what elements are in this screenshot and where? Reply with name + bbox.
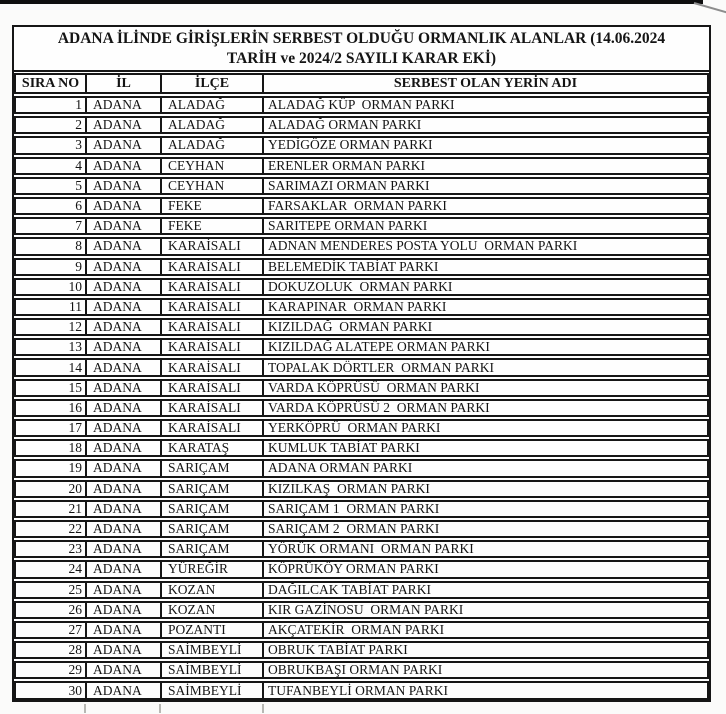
cell-ilce: SAİMBEYLİ [162,643,264,657]
table-row [14,399,709,417]
title-line-1: ADANA İLİNDE GİRİŞLERİN SERBEST OLDUĞU ORMANLIK ALANLAR (14.06.2024 [57,30,666,47]
cell-ilce: ALADAĞ [162,98,264,112]
cell-sira-no: 19 [16,461,87,475]
table-row [14,318,709,336]
table-header-row [14,73,709,94]
cell-sira-no: 20 [16,482,87,496]
cell-sira-no: 25 [16,583,87,597]
cell-il: ADANA [87,98,162,112]
table-row [14,197,709,215]
cell-il: ADANA [87,583,162,597]
cell-sira-no: 17 [16,421,87,435]
cell-yer-adi: KIR GAZİNOSU ORMAN PARKI [268,602,464,617]
cell-ilce: SAİMBEYLİ [162,663,264,677]
table-row [14,136,709,154]
scan-corner-line-artifact [694,2,726,14]
cell-yer-adi: SARIMAZI ORMAN PARKI [268,178,430,193]
table-row [14,641,709,659]
cell-yer-adi: DOKUZOLUK ORMAN PARKI [268,279,453,294]
cell-ilce: KARAİSALI [162,340,264,354]
cell-sira-no: 30 [16,683,87,697]
table-row [14,621,709,639]
cell-yer-adi: KIZILDAĞ ALATEPE ORMAN PARKI [268,340,490,355]
cell-il: ADANA [87,482,162,496]
cell-yer-adi: FARSAKLAR ORMAN PARKI [268,198,447,214]
table-row [14,459,709,477]
table-row [14,96,709,114]
cell-il: ADANA [87,663,162,677]
cell-sira-no: 13 [16,340,87,354]
cell-ilce: KARAİSALI [162,300,264,314]
cell-il: ADANA [87,118,162,132]
cell-ilce: SARIÇAM [162,502,264,516]
cell-il: ADANA [87,683,162,697]
cell-yer-adi: KIZILKAŞ ORMAN PARKI [268,481,430,496]
table-row [14,237,709,255]
cell-yer-adi: YEDİGÖZE ORMAN PARKI [268,138,433,153]
cell-yer-adi: ALADAĞ ORMAN PARKI [268,118,422,133]
table-row [14,217,709,235]
cell-yer-adi: YÖRÜK ORMANI ORMAN PARKI [268,542,474,557]
cell-ilce: KARAİSALI [162,381,264,395]
cell-yer-adi: ALADAĞ KÜP ORMAN PARKI [268,98,455,113]
scan-bottom-column-stub [159,704,161,713]
cell-ilce: KARAİSALI [162,421,264,435]
cell-sira-no: 15 [16,381,87,395]
cell-yer-adi: ADNAN MENDERES POSTA YOLU ORMAN PARKI [268,239,578,254]
cell-sira-no: 16 [16,401,87,415]
header-cell-ilce: İLÇE [162,75,264,92]
cell-il: ADANA [87,138,162,152]
cell-sira-no: 14 [16,360,87,374]
cell-il: ADANA [87,320,162,334]
cell-ilce: SARIÇAM [162,522,264,536]
header-cell-sira-no: SIRA NO [16,75,87,92]
table-row [14,177,709,195]
cell-yer-adi: KÖPRÜKÖY ORMAN PARKI [268,562,439,577]
cell-sira-no: 8 [16,239,87,253]
cell-ilce: KARATAŞ [162,441,264,455]
cell-ilce: ALADAĞ [162,118,264,132]
cell-yer-adi: KUMLUK TABİAT PARKI [268,441,420,456]
cell-yer-adi: ADANA ORMAN PARKI [268,461,413,476]
cell-yer-adi: KARAPINAR ORMAN PARKI [268,299,447,314]
cell-il: ADANA [87,522,162,536]
cell-yer-adi: AKÇATEKİR ORMAN PARKI [268,622,445,637]
cell-il: ADANA [87,340,162,354]
cell-sira-no: 12 [16,320,87,334]
cell-sira-no: 7 [16,219,87,233]
scan-bottom-column-stub [84,704,86,713]
cell-il: ADANA [87,421,162,435]
cell-il: ADANA [87,199,162,213]
cell-il: ADANA [87,300,162,314]
cell-yer-adi: SARIÇAM 1 ORMAN PARKI [268,501,440,516]
table-row [14,157,709,175]
cell-sira-no: 5 [16,179,87,193]
cell-sira-no: 9 [16,260,87,274]
cell-sira-no: 21 [16,502,87,516]
table-row [14,358,709,376]
table-body [14,96,709,700]
cell-ilce: CEYHAN [162,179,264,193]
cell-ilce: ALADAĞ [162,138,264,152]
table-title [14,27,709,72]
cell-ilce: SARIÇAM [162,542,264,556]
cell-ilce: FEKE [162,219,264,233]
table-row [14,278,709,296]
cell-yer-adi: ERENLER ORMAN PARKI [268,158,426,173]
cell-ilce: KARAİSALI [162,401,264,415]
cell-yer-adi: VARDA KÖPRÜSÜ 2 ORMAN PARKI [268,400,490,415]
cell-yer-adi: BELEMEDİK TABİAT PARKI [268,259,439,274]
table-row [14,298,709,316]
cell-yer-adi: OBRUK TABİAT PARKI [268,643,408,658]
cell-sira-no: 28 [16,643,87,657]
cell-sira-no: 29 [16,663,87,677]
scan-top-edge-artifact [0,0,703,4]
table-row [14,661,709,679]
cell-ilce: SARIÇAM [162,461,264,475]
cell-sira-no: 22 [16,522,87,536]
cell-il: ADANA [87,461,162,475]
cell-ilce: KOZAN [162,603,264,617]
cell-sira-no: 18 [16,441,87,455]
cell-yer-adi: VARDA KÖPRÜSÜ ORMAN PARKI [268,380,480,395]
cell-sira-no: 27 [16,623,87,637]
free-entry-forest-areas-table [12,25,711,702]
cell-il: ADANA [87,381,162,395]
cell-yer-adi: YERKÖPRÜ ORMAN PARKI [268,421,441,436]
cell-il: ADANA [87,643,162,657]
cell-ilce: KARAİSALI [162,239,264,253]
cell-ilce: KOZAN [162,583,264,597]
cell-ilce: SARIÇAM [162,482,264,496]
cell-ilce: KARAİSALI [162,260,264,274]
cell-yer-adi: SARIÇAM 2 ORMAN PARKI [268,521,440,537]
table-row [14,419,709,437]
cell-ilce: YÜREĞİR [162,562,264,576]
cell-yer-adi: TUFANBEYLİ ORMAN PARKI [268,683,449,698]
cell-yer-adi: DAĞILCAK TABİAT PARKI [268,582,431,597]
cell-il: ADANA [87,280,162,294]
header-cell-il: İL [87,75,162,92]
cell-sira-no: 6 [16,199,87,213]
cell-yer-adi: OBRUKBAŞI ORMAN PARKI [268,663,443,678]
cell-ilce: KARAİSALI [162,360,264,374]
table-row [14,258,709,276]
scan-bottom-column-stub [262,704,264,713]
cell-il: ADANA [87,542,162,556]
cell-sira-no: 3 [16,138,87,152]
table-row [14,520,709,538]
cell-ilce: KARAİSALI [162,280,264,294]
cell-sira-no: 4 [16,159,87,173]
table-row [14,439,709,457]
cell-yer-adi: SARITEPE ORMAN PARKI [268,219,428,234]
cell-il: ADANA [87,441,162,455]
table-row [14,540,709,558]
cell-il: ADANA [87,401,162,415]
cell-sira-no: 10 [16,280,87,294]
cell-sira-no: 1 [16,98,87,112]
table-row [14,560,709,578]
cell-ilce: KARAİSALI [162,320,264,334]
cell-sira-no: 24 [16,562,87,576]
cell-ilce: FEKE [162,199,264,213]
table-row [14,581,709,599]
cell-sira-no: 23 [16,542,87,556]
table-row [14,601,709,619]
cell-sira-no: 26 [16,603,87,617]
cell-ilce: SAİMBEYLİ [162,683,264,697]
cell-il: ADANA [87,502,162,516]
cell-il: ADANA [87,562,162,576]
cell-il: ADANA [87,603,162,617]
cell-il: ADANA [87,260,162,274]
cell-il: ADANA [87,360,162,374]
table-row [14,116,709,134]
table-row [14,338,709,356]
cell-yer-adi: KIZILDAĞ ORMAN PARKI [268,320,433,335]
cell-il: ADANA [87,623,162,637]
cell-ilce: CEYHAN [162,159,264,173]
cell-ilce: POZANTI [162,623,264,637]
table-row [14,681,709,699]
cell-il: ADANA [87,239,162,253]
title-line-2: TARİH ve 2024/2 SAYILI KARAR EKİ) [226,50,497,67]
cell-sira-no: 2 [16,118,87,132]
cell-il: ADANA [87,159,162,173]
cell-yer-adi: TOPALAK DÖRTLER ORMAN PARKI [268,360,494,375]
cell-sira-no: 11 [16,300,87,314]
table-row [14,480,709,498]
cell-il: ADANA [87,179,162,193]
header-cell-yer-adi: SERBEST OLAN YERİN ADI [393,75,578,91]
table-row [14,500,709,518]
table-row [14,379,709,397]
cell-il: ADANA [87,219,162,233]
